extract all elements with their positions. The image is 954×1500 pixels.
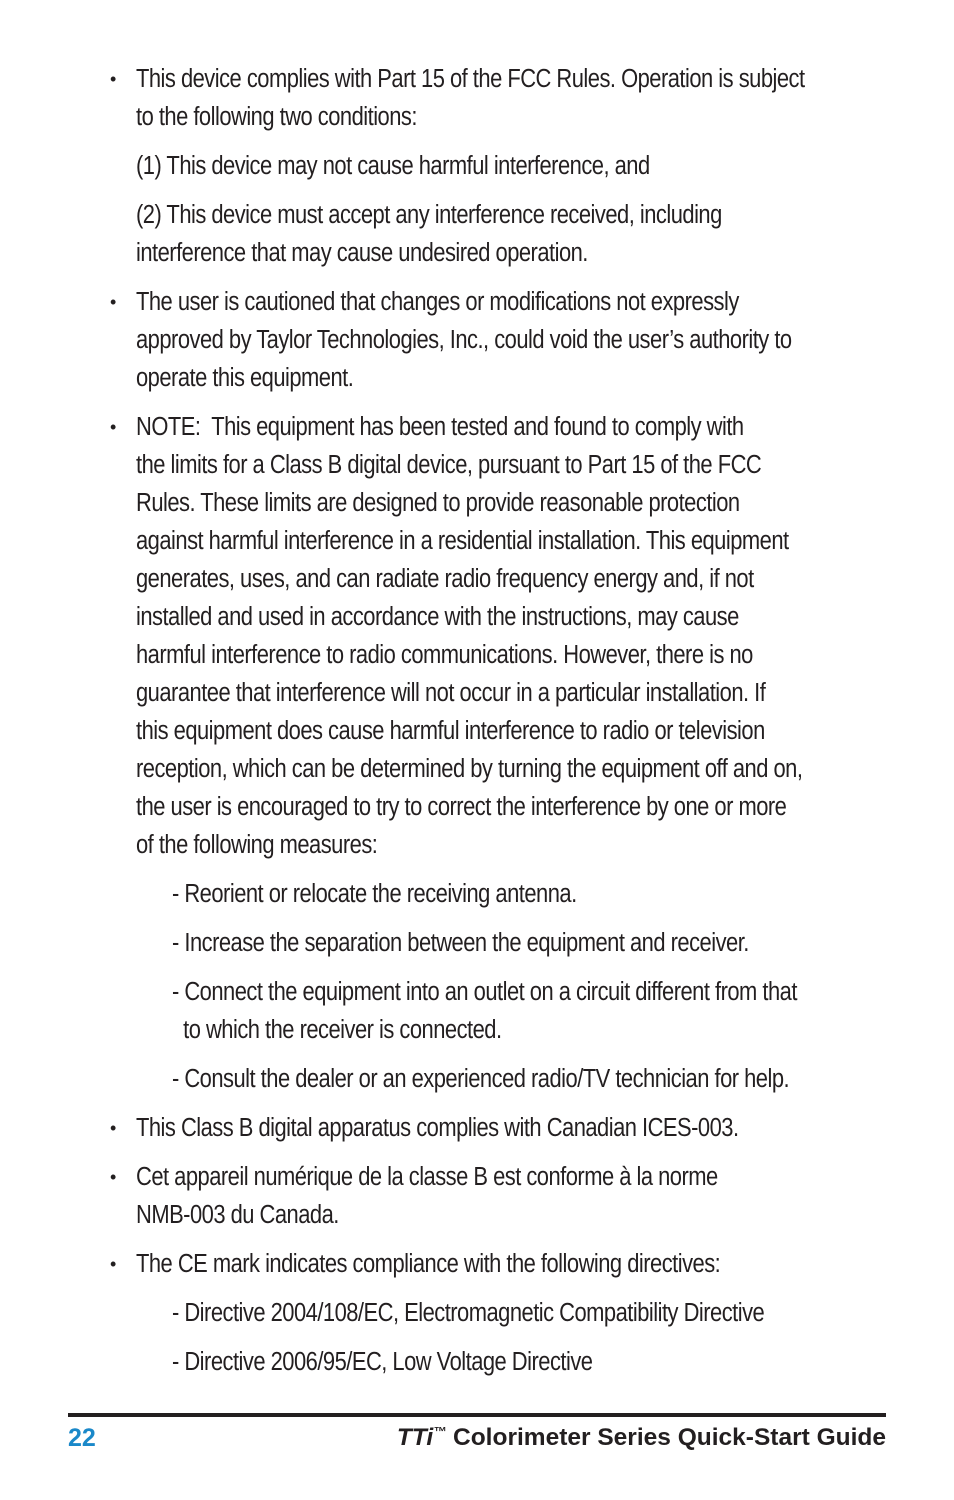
bullet-mark: •	[110, 292, 117, 312]
paragraph-text	[136, 1109, 739, 1147]
text-line: the user is encouraged to try to correct the interference by one or more	[136, 793, 787, 821]
paragraph-text	[172, 1060, 789, 1098]
bullet-item	[0, 1245, 954, 1283]
paragraph-text	[136, 408, 802, 864]
condition-item	[0, 147, 954, 185]
paragraph-text	[136, 283, 792, 397]
trademark-symbol: ™	[433, 1424, 447, 1439]
sub-list-item	[0, 1343, 954, 1381]
paragraph-text	[172, 973, 797, 1049]
bullet-mark: •	[110, 1118, 117, 1138]
paragraph-text	[136, 147, 650, 185]
text-line: to which the receiver is connected.	[172, 1016, 502, 1044]
text-line: to the following two conditions:	[136, 103, 417, 131]
paragraph-text	[136, 196, 722, 272]
paragraph-text	[172, 1294, 764, 1332]
text-line: interference that may cause undesired operation.	[136, 239, 588, 267]
paragraph-text	[136, 1158, 718, 1234]
text-line: (2) This device must accept any interference received, including	[136, 201, 722, 229]
bullet-item	[0, 1109, 954, 1147]
paragraph-text	[136, 60, 805, 136]
document-body	[0, 60, 954, 1392]
text-line: - Reorient or relocate the receiving antenna.	[172, 880, 577, 908]
text-line: Rules. These limits are designed to provide reasonable protection	[136, 489, 740, 517]
text-line: against harmful interference in a residential installation. This equipment	[136, 527, 789, 555]
footer-title-text: Colorimeter Series Quick-Start Guide	[446, 1424, 886, 1451]
paragraph-text	[136, 1245, 720, 1283]
text-line: generates, uses, and can radiate radio frequency energy and, if not	[136, 565, 754, 593]
text-line: - Connect the equipment into an outlet on a circuit different from that	[172, 978, 797, 1006]
paragraph-text	[172, 924, 749, 962]
text-line: Cet appareil numérique de la classe B est conforme à la norme	[136, 1163, 718, 1191]
bullet-item	[0, 283, 954, 397]
paragraph-text	[172, 1343, 592, 1381]
text-line: approved by Taylor Technologies, Inc., could void the user’s authority to	[136, 326, 792, 354]
bullet-item	[0, 60, 954, 136]
sub-list-item	[0, 1294, 954, 1332]
bullet-mark: •	[110, 417, 117, 437]
footer-title	[397, 1424, 886, 1452]
bullet-mark: •	[110, 1167, 117, 1187]
text-line: installed and used in accordance with the instructions, may cause	[136, 603, 739, 631]
text-line: NMB-003 du Canada.	[136, 1201, 339, 1229]
condition-item	[0, 196, 954, 272]
sub-list-item	[0, 1060, 954, 1098]
text-line: (1) This device may not cause harmful interference, and	[136, 152, 650, 180]
page-number: 22	[68, 1424, 96, 1452]
text-line: The user is cautioned that changes or modifications not expressly	[136, 288, 739, 316]
footer-divider	[68, 1413, 886, 1417]
footer-brand: TTi	[396, 1424, 434, 1451]
bullet-item	[0, 408, 954, 864]
bullet-item	[0, 1158, 954, 1234]
text-line: NOTE: This equipment has been tested and found to comply with	[136, 413, 744, 441]
text-line: of the following measures:	[136, 831, 378, 859]
text-line: guarantee that interference will not occur in a particular installation. If	[136, 679, 766, 707]
sub-list-item	[0, 973, 954, 1049]
text-line: operate this equipment.	[136, 364, 354, 392]
text-line: - Consult the dealer or an experienced radio/TV technician for help.	[172, 1065, 790, 1093]
sub-list-item	[0, 875, 954, 913]
text-line: the limits for a Class B digital device, pursuant to Part 15 of the FCC	[136, 451, 762, 479]
sub-list-item	[0, 924, 954, 962]
text-line: This device complies with Part 15 of the FCC Rules. Operation is subject	[136, 65, 805, 93]
text-line: This Class B digital apparatus complies with Canadian ICES-003.	[136, 1114, 739, 1142]
bullet-mark: •	[110, 69, 117, 89]
bullet-mark: •	[110, 1254, 117, 1274]
text-line: - Directive 2004/108/EC, Electromagnetic Compatibility Directive	[172, 1299, 765, 1327]
text-line: - Increase the separation between the equipment and receiver.	[172, 929, 749, 957]
text-line: harmful interference to radio communications. However, there is no	[136, 641, 753, 669]
text-line: this equipment does cause harmful interference to radio or television	[136, 717, 765, 745]
text-line: The CE mark indicates compliance with the following directives:	[136, 1250, 721, 1278]
text-line: reception, which can be determined by turning the equipment off and on,	[136, 755, 803, 783]
paragraph-text	[172, 875, 577, 913]
text-line: - Directive 2006/95/EC, Low Voltage Directive	[172, 1348, 593, 1376]
